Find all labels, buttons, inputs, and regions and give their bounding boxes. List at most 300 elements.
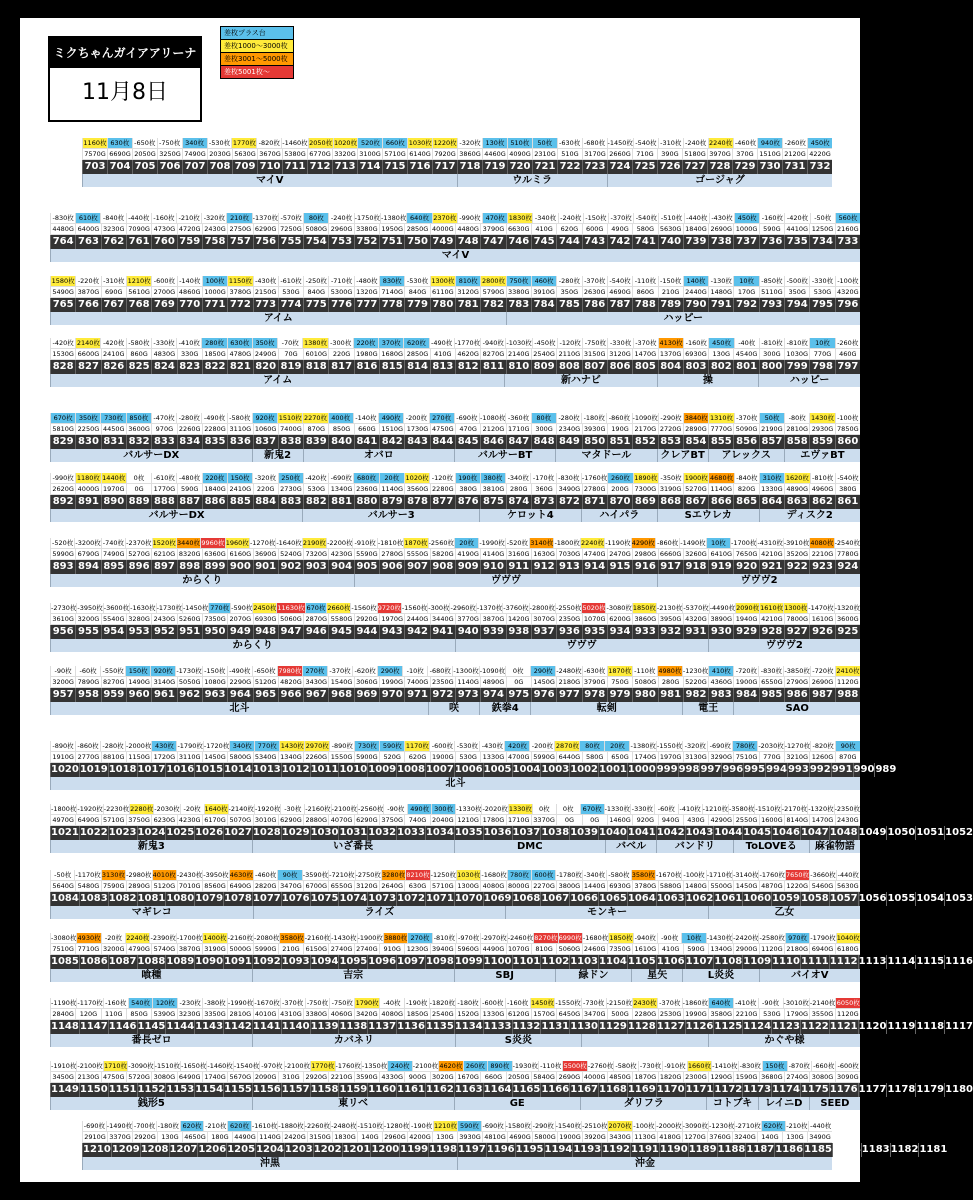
machine-number: 1027: [224, 827, 252, 838]
diff-cell: 730枚: [100, 413, 125, 424]
machine-number: 1115: [916, 956, 945, 967]
games-cell: 5580G: [328, 614, 353, 625]
machine-number: 853: [658, 435, 683, 449]
machine-number: 1052: [945, 827, 973, 838]
games-cell: 1030G: [784, 349, 809, 360]
machine-number: 1185: [804, 1144, 832, 1155]
machine-number: 1114: [887, 956, 916, 967]
diff-cell: -2540枚: [834, 539, 860, 547]
machine-number: 758: [202, 235, 227, 249]
machine-name: Sエウレカ: [657, 509, 759, 522]
machine-number: 1006: [454, 764, 483, 775]
machine-number: 1181: [919, 1144, 948, 1155]
machine-number: 1048: [829, 827, 858, 838]
machine-number: 901: [253, 560, 278, 574]
machine-number: 791: [708, 298, 733, 312]
machine-number-row: [82, 1143, 948, 1157]
games-cell: 410G: [658, 944, 683, 955]
machine-number: 743: [582, 235, 607, 249]
machine-number: 1034: [425, 827, 454, 838]
diff-cell: -2710枚: [735, 1122, 761, 1130]
games-cell: 7300G: [632, 484, 657, 495]
games-cell: 3060G: [354, 677, 379, 688]
machine-number: 813: [430, 360, 455, 374]
diff-cell: -100枚: [633, 1122, 655, 1130]
diff-cell: -3140枚: [733, 871, 759, 879]
machine-name-row: [50, 574, 860, 587]
games-cell: 3350G: [202, 1009, 227, 1020]
machine-number: 1183: [861, 1144, 890, 1155]
games-cell: 0G: [582, 815, 607, 826]
hall-header: [48, 36, 202, 122]
diff-cell: -220枚: [75, 276, 100, 287]
games-cell: 2040G: [430, 815, 455, 826]
machine-number: 919: [708, 560, 733, 574]
machine-name-row: [50, 312, 860, 325]
games-cell: 2780G: [379, 549, 404, 560]
machine-number: 1159: [339, 1084, 368, 1095]
machine-number: 894: [75, 560, 100, 574]
machine-number: 1009: [368, 764, 397, 775]
games-cell: 590G: [177, 484, 202, 495]
games-cell: 3790G: [582, 677, 607, 688]
machine-number: 746: [506, 235, 531, 249]
games-cell: 6210G: [151, 549, 176, 560]
games-cell: 5630G: [658, 224, 683, 235]
games-cell: 4830G: [151, 349, 176, 360]
machine-number: 1165: [512, 1084, 541, 1095]
games-cell: 8000G: [506, 881, 531, 892]
games-cell: 5740G: [151, 944, 176, 955]
games-cell: 6550G: [759, 677, 784, 688]
games-cell: 4870G: [759, 881, 784, 892]
games-cell: 4000G: [582, 1072, 607, 1083]
games-cell: 4190G: [455, 549, 480, 560]
games-cell: 4650G: [182, 1132, 207, 1143]
machine-number: 1187: [746, 1144, 775, 1155]
games-cell: 2740G: [354, 944, 379, 955]
games-cell: 3780G: [227, 287, 252, 298]
diff-cell: -2390枚: [150, 934, 176, 942]
diff-cell: 450枚: [807, 138, 832, 149]
diff-cell: -860枚: [655, 538, 679, 549]
games-cell: 2960G: [382, 1132, 407, 1143]
games-cell: 1120G: [835, 1009, 860, 1020]
games-cell: 6360G: [202, 549, 227, 560]
diff-cell: 1300枚: [431, 277, 455, 285]
machine-block: [50, 933, 973, 982]
machine-number: 841: [354, 435, 379, 449]
games-cell: 300G: [531, 424, 556, 435]
machine-number: 995: [744, 764, 766, 775]
diff-cell: -2200枚: [327, 539, 353, 547]
diff-cell: 100枚: [202, 276, 227, 287]
machine-number: 1131: [541, 1021, 570, 1032]
diff-cell: -520枚: [50, 538, 74, 549]
games-cell: 3920G: [582, 1132, 607, 1143]
games-cell: 5630G: [835, 881, 860, 892]
games-cell: 120G: [75, 1009, 100, 1020]
games-cell: 2620G: [50, 484, 75, 495]
machine-number: 914: [582, 560, 607, 574]
games-row: [82, 1132, 832, 1143]
games-cell: 4850G: [607, 1072, 632, 1083]
diff-cell: -1580枚: [505, 1122, 531, 1130]
diff-cell: 10枚: [706, 538, 730, 549]
games-cell: 5800G: [532, 1132, 557, 1143]
diff-cell: 2140枚: [76, 339, 100, 347]
machine-name: 北斗: [50, 777, 860, 790]
machine-number: 880: [354, 495, 379, 509]
machine-name: ハッピー: [506, 312, 861, 325]
diff-cell: -1800枚: [51, 805, 77, 813]
machine-number: 752: [354, 235, 379, 249]
diff-cell: -2480枚: [331, 1122, 357, 1130]
diff-cell: -730枚: [581, 998, 606, 1009]
diff-cell: -1670枚: [655, 871, 682, 879]
diff-cell: 2870枚: [555, 742, 579, 750]
diff-cell: -2020枚: [482, 805, 508, 813]
machine-block: [50, 213, 860, 262]
machine-number: 822: [202, 360, 227, 374]
diff-cell: 670枚: [580, 804, 604, 815]
machine-number: 1036: [483, 827, 512, 838]
games-cell: 530G: [759, 1009, 784, 1020]
machine-number: 1149: [51, 1084, 79, 1095]
games-cell: 2250G: [75, 424, 100, 435]
machine-number: 750: [404, 235, 429, 249]
games-cell: 140G: [357, 1132, 382, 1143]
games-cell: 380G: [835, 484, 860, 495]
games-cell: 6290G: [354, 815, 379, 826]
diff-cell: 5500枚: [563, 1062, 587, 1070]
games-cell: 2280G: [632, 1009, 657, 1020]
machine-number: 729: [732, 160, 757, 174]
games-cell: 4290G: [708, 815, 733, 826]
diff-cell: -690枚: [482, 1122, 504, 1130]
diff-cell: -860枚: [75, 741, 100, 752]
machine-number: 1001: [599, 764, 627, 775]
machine-number: 973: [455, 688, 480, 702]
diff-cell: 1310枚: [710, 414, 734, 422]
machine-number: 1073: [368, 893, 397, 904]
games-row: [82, 149, 832, 160]
games-cell: 2550G: [733, 815, 758, 826]
diff-cell: 410枚: [708, 666, 733, 677]
machine-name: 番長ゼロ: [50, 1034, 252, 1047]
diff-cell: -1720枚: [203, 742, 230, 750]
diff-cell: -1510枚: [357, 1122, 383, 1130]
machine-number: 1150: [79, 1084, 108, 1095]
games-cell: 2270G: [531, 881, 556, 892]
diff-cell: 490枚: [407, 804, 431, 815]
machine-number: 1186: [775, 1144, 804, 1155]
games-cell: 1590G: [733, 1072, 758, 1083]
diff-cell: -750枚: [329, 998, 354, 1009]
diff-cell: -2130枚: [656, 604, 683, 612]
machine-number: 1065: [599, 893, 627, 904]
games-cell: 3110G: [177, 752, 202, 763]
machine-number: 981: [658, 688, 683, 702]
machine-block: [50, 998, 973, 1047]
games-cell: 2290G: [227, 677, 252, 688]
diff-cell: -830枚: [738, 1061, 762, 1072]
diff-cell: -830枚: [758, 666, 783, 677]
games-cell: 3800G: [556, 881, 581, 892]
diff-cell: -830枚: [556, 473, 581, 484]
games-cell: 4750G: [430, 424, 455, 435]
games-cell: 4720G: [177, 224, 202, 235]
machine-name: SBJ: [454, 969, 555, 982]
diff-cell: -1510枚: [755, 805, 781, 813]
diff-cell: 770枚: [210, 604, 230, 612]
games-cell: 630G: [404, 881, 429, 892]
diff-cell: 2800枚: [481, 277, 505, 285]
games-cell: 4230G: [177, 815, 202, 826]
diff-cell: -290枚: [532, 1122, 554, 1130]
machine-number: 1119: [887, 1021, 916, 1032]
diff-cell: 1870枚: [608, 667, 632, 675]
diff-cell: 1770枚: [311, 1062, 335, 1070]
machine-number: 1163: [454, 1084, 483, 1095]
games-cell: 1850G: [202, 349, 227, 360]
games-cell: 3860G: [632, 614, 657, 625]
games-cell: 5270G: [683, 484, 708, 495]
games-cell: 2170G: [632, 424, 657, 435]
machine-number: 733: [835, 235, 860, 249]
machine-name: SAO: [733, 702, 860, 715]
games-cell: 4860G: [177, 287, 202, 298]
machine-name: 沖金: [457, 1157, 832, 1170]
games-cell: 2780G: [582, 484, 607, 495]
machine-number: 1092: [252, 956, 281, 967]
machine-number: 865: [733, 495, 758, 509]
games-cell: 3120G: [455, 287, 480, 298]
diff-cell: 8210枚: [406, 871, 430, 879]
games-cell: 410G: [430, 349, 455, 360]
games-cell: 4180G: [657, 1132, 682, 1143]
games-cell: 3490G: [556, 484, 581, 495]
diff-cell: -490枚: [201, 413, 226, 424]
machine-number: 989: [875, 764, 897, 775]
legend-item-5000: 差枚5001枚～: [220, 66, 294, 79]
games-cell: 3470G: [278, 881, 303, 892]
diff-cell: -3950枚: [203, 871, 229, 879]
machine-name: ケロット4: [479, 509, 581, 522]
machine-number-row: [50, 298, 860, 312]
diff-cell: 1960枚: [225, 539, 249, 547]
machine-number: 1123: [772, 1021, 800, 1032]
diff-cell: 670枚: [306, 604, 326, 612]
machine-number: 1147: [79, 1021, 108, 1032]
machine-number: 798: [809, 360, 834, 374]
games-cell: 4480G: [455, 224, 480, 235]
machine-number: 1135: [425, 1021, 454, 1032]
games-cell: 430G: [683, 815, 708, 826]
machine-number: 1121: [829, 1021, 858, 1032]
games-row: [50, 549, 860, 560]
machine-number: 992: [809, 764, 831, 775]
games-cell: 920G: [632, 815, 657, 826]
machine-number: 1080: [166, 893, 195, 904]
diff-cell: -2960枚: [450, 604, 476, 612]
machine-number: 909: [455, 560, 480, 574]
machine-number: 1107: [685, 956, 714, 967]
machine-number: 887: [177, 495, 202, 509]
machine-number: 1060: [743, 893, 772, 904]
diff-cell: -1270枚: [249, 539, 276, 547]
games-cell: 3230G: [101, 224, 126, 235]
machine-number: 1094: [310, 956, 339, 967]
diff-cell: 270枚: [407, 933, 431, 944]
machine-number: 1051: [916, 827, 945, 838]
diff-cell: 620枚: [227, 1121, 251, 1132]
diff-cell: -650枚: [132, 138, 157, 149]
games-cell: 2120G: [480, 424, 505, 435]
machine-number: 1202: [313, 1144, 342, 1155]
diff-row: [82, 1121, 832, 1132]
diff-cell: -1550枚: [555, 999, 581, 1007]
diff-cell: 150枚: [227, 473, 252, 484]
machine-number: 899: [202, 560, 227, 574]
machine-number: 720: [507, 160, 532, 174]
diff-cell: -970枚: [456, 933, 480, 944]
diff-cell: -690枚: [454, 413, 479, 424]
games-cell: 6160G: [227, 549, 252, 560]
diff-cell: 630枚: [107, 138, 132, 149]
games-cell: 5800G: [227, 752, 252, 763]
machine-number: 960: [126, 688, 151, 702]
games-cell: 5790G: [480, 287, 505, 298]
diff-cell: 1030枚: [408, 139, 432, 147]
games-cell: 2720G: [658, 424, 683, 435]
games-cell: 3910G: [531, 287, 556, 298]
games-cell: 5000G: [227, 944, 252, 955]
games-cell: 770G: [759, 752, 784, 763]
diff-row: [82, 138, 832, 149]
diff-cell: 1170枚: [405, 742, 429, 750]
machine-number: 1054: [916, 893, 945, 904]
machine-number: 875: [480, 495, 505, 509]
machine-name: 麻雀物語: [809, 840, 860, 853]
diff-cell: 620枚: [180, 1121, 204, 1132]
games-cell: 4220G: [807, 149, 832, 160]
diff-cell: -810枚: [432, 933, 456, 944]
diff-cell: -2760枚: [587, 1062, 614, 1070]
diff-cell: 3440枚: [177, 539, 201, 547]
games-cell: 1990G: [379, 677, 404, 688]
games-cell: 4690G: [607, 287, 632, 298]
machine-number: 877: [430, 495, 455, 509]
machine-number: 943: [379, 625, 404, 639]
machine-name: 鉄拳4: [479, 702, 530, 715]
diff-cell: 2270枚: [303, 414, 327, 422]
machine-name: 喰種: [50, 969, 252, 982]
diff-cell: -240枚: [558, 213, 583, 224]
games-cell: 3870G: [177, 944, 202, 955]
diff-cell: 240枚: [387, 1061, 411, 1072]
diff-cell: 940枚: [757, 138, 782, 149]
games-cell: 2890G: [683, 424, 708, 435]
games-cell: 3950G: [658, 614, 683, 625]
games-cell: 1970G: [101, 484, 126, 495]
machine-number: 913: [556, 560, 581, 574]
diff-cell: -90枚: [657, 933, 681, 944]
machine-number: 962: [177, 688, 202, 702]
diff-cell: -1300枚: [453, 667, 479, 675]
legend-item-1000: 差枚1000～3000枚: [220, 40, 294, 53]
diff-cell: -1550枚: [656, 742, 683, 750]
machine-number: 1091: [224, 956, 252, 967]
games-cell: 3560G: [404, 484, 429, 495]
games-cell: 2140G: [506, 349, 531, 360]
machine-number: 993: [787, 764, 809, 775]
diff-cell: -2030枚: [758, 742, 784, 750]
diff-cell: -690枚: [707, 741, 732, 752]
machine-number: 1169: [627, 1084, 656, 1095]
games-cell: 5120G: [253, 677, 278, 688]
diff-cell: -740枚: [101, 538, 125, 549]
games-cell: 2470G: [607, 549, 632, 560]
machine-block: [50, 1061, 973, 1110]
diff-cell: -3090枚: [682, 1122, 709, 1130]
games-cell: 5670G: [227, 1072, 252, 1083]
diff-cell: 460枚: [531, 276, 556, 287]
diff-cell: -460枚: [253, 870, 277, 881]
games-cell: 6200G: [607, 614, 632, 625]
games-cell: 5540G: [101, 614, 126, 625]
machine-number: 1209: [111, 1144, 140, 1155]
diff-cell: -120枚: [429, 473, 454, 484]
machine-number: 852: [632, 435, 657, 449]
machine-number: 1117: [945, 1021, 973, 1032]
games-cell: 3430G: [607, 1132, 632, 1143]
machine-number: 1200: [371, 1144, 400, 1155]
games-cell: 130G: [157, 1132, 182, 1143]
machine-name: S炎炎: [455, 1034, 582, 1047]
machine-number: 916: [632, 560, 657, 574]
diff-cell: 2050枚: [309, 139, 333, 147]
games-cell: 3080G: [809, 1072, 834, 1083]
games-cell: 5180G: [682, 149, 707, 160]
diff-cell: 1400枚: [203, 934, 227, 942]
machine-number: 1184: [832, 1144, 861, 1155]
games-cell: 6170G: [202, 815, 227, 826]
machine-number: 1038: [541, 827, 570, 838]
diff-cell: 90枚: [277, 870, 301, 881]
diff-cell: -720枚: [733, 666, 758, 677]
games-cell: 1130G: [632, 1132, 657, 1143]
diff-cell: -60枚: [75, 666, 100, 677]
games-cell: 690G: [101, 287, 126, 298]
games-cell: 4330G: [379, 1072, 404, 1083]
diff-cell: -60枚: [654, 804, 678, 815]
diff-cell: -1170枚: [75, 871, 101, 879]
games-cell: 170G: [733, 287, 758, 298]
games-cell: 5550G: [404, 549, 429, 560]
games-cell: 3420G: [354, 1009, 379, 1020]
games-cell: 3120G: [607, 349, 632, 360]
games-cell: 4970G: [50, 815, 75, 826]
games-cell: 140G: [757, 1132, 782, 1143]
diff-cell: -1790枚: [810, 934, 836, 942]
games-cell: 7770G: [708, 424, 733, 435]
machine-number: 722: [557, 160, 582, 174]
machine-name: 銭形5: [50, 1097, 252, 1110]
machine-number: 964: [227, 688, 252, 702]
diff-cell: 1300枚: [784, 604, 808, 612]
diff-cell: -1810枚: [377, 539, 404, 547]
